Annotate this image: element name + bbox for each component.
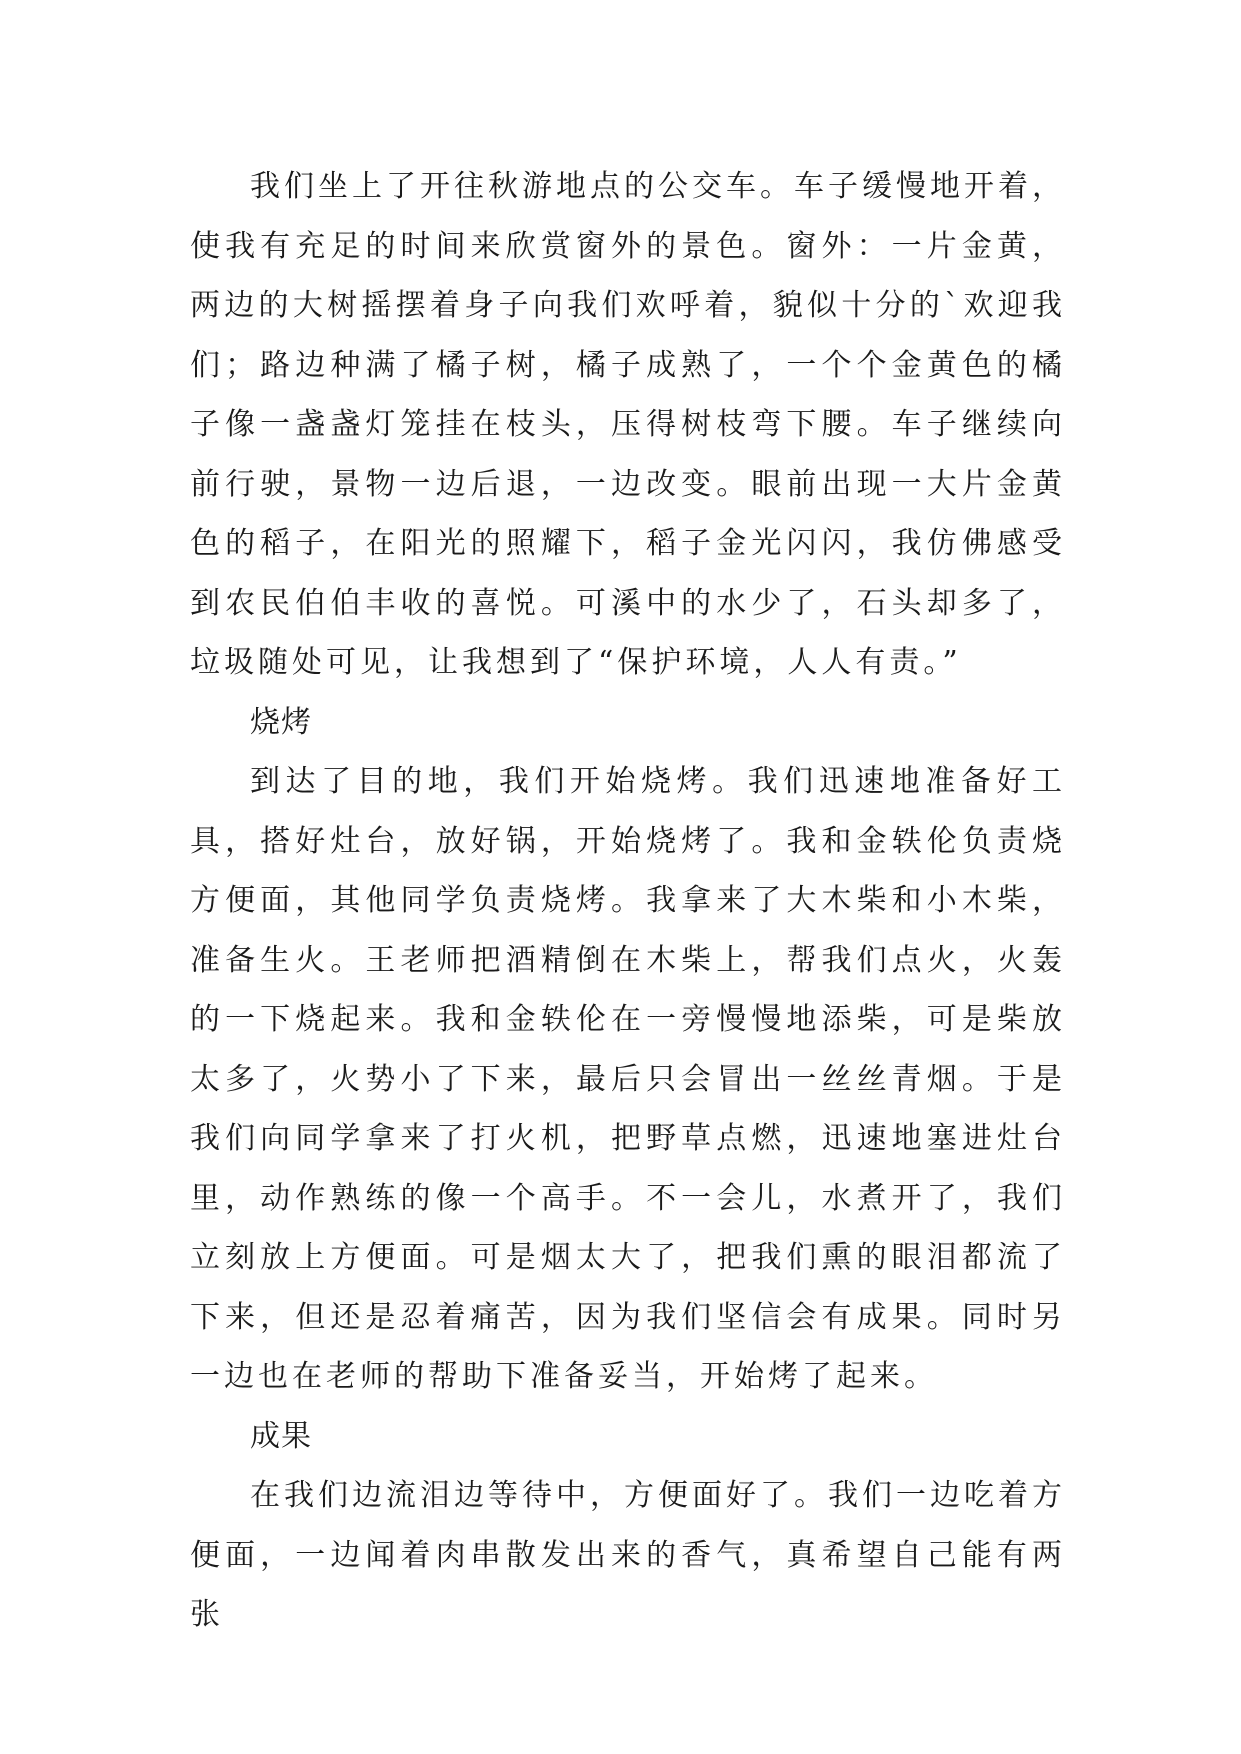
document-body <box>190 157 1066 1645</box>
section-heading-results: 成果 <box>250 1418 312 1454</box>
paragraph-barbecue: 到达了目的地，我们开始烧烤。我们迅速地准备好工具，搭好灶台，放好锅，开始烧烤了。我和金轶伦负责烧方便面，其他同学负责烧烤。我拿来了大木柴和小木柴，准备生火。王老师把酒精倒在木柴上，帮我们点火，火轰的一下烧起来。我和金轶伦在一旁慢慢地添柴，可是柴放太多了，火势小了下来，最后只会冒出一丝丝青烟。于是我们向同学拿来了打火机，把野草点燃，迅速地塞进灶台里，动作熟练的像一个高手。不一会儿，水煮开了，我们立刻放上方便面。可是烟太大了，把我们熏的眼泪都流了下来，但还是忍着痛苦，因为我们坚信会有成果。同时另一边也在老师的帮助下准备妥当，开始烤了起来。 <box>190 764 1066 1394</box>
section-heading-barbecue: 烧烤 <box>250 704 312 740</box>
paragraph-bus-ride: 我们坐上了开往秋游地点的公交车。车子缓慢地开着，使我有充足的时间来欣赏窗外的景色。窗外：一片金黄，两边的大树摇摆着身子向我们欢呼着，貌似十分的`欢迎我们；路边种满了橘子树，橘子成熟了，一个个金黄色的橘子像一盏盏灯笼挂在枝头，压得树枝弯下腰。车子继续向前行驶，景物一边后退，一边改变。眼前出现一大片金黄色的稻子，在阳光的照耀下，稻子金光闪闪，我仿佛感受到农民伯伯丰收的喜悦。可溪中的水少了，石头却多了，垃圾随处可见，让我想到了“保护环境，人人有责。” <box>190 169 1066 680</box>
paragraph-results: 在我们边流泪边等待中，方便面好了。我们一边吃着方便面，一边闻着肉串散发出来的香气，真希望自己能有两张 <box>190 1478 1066 1632</box>
